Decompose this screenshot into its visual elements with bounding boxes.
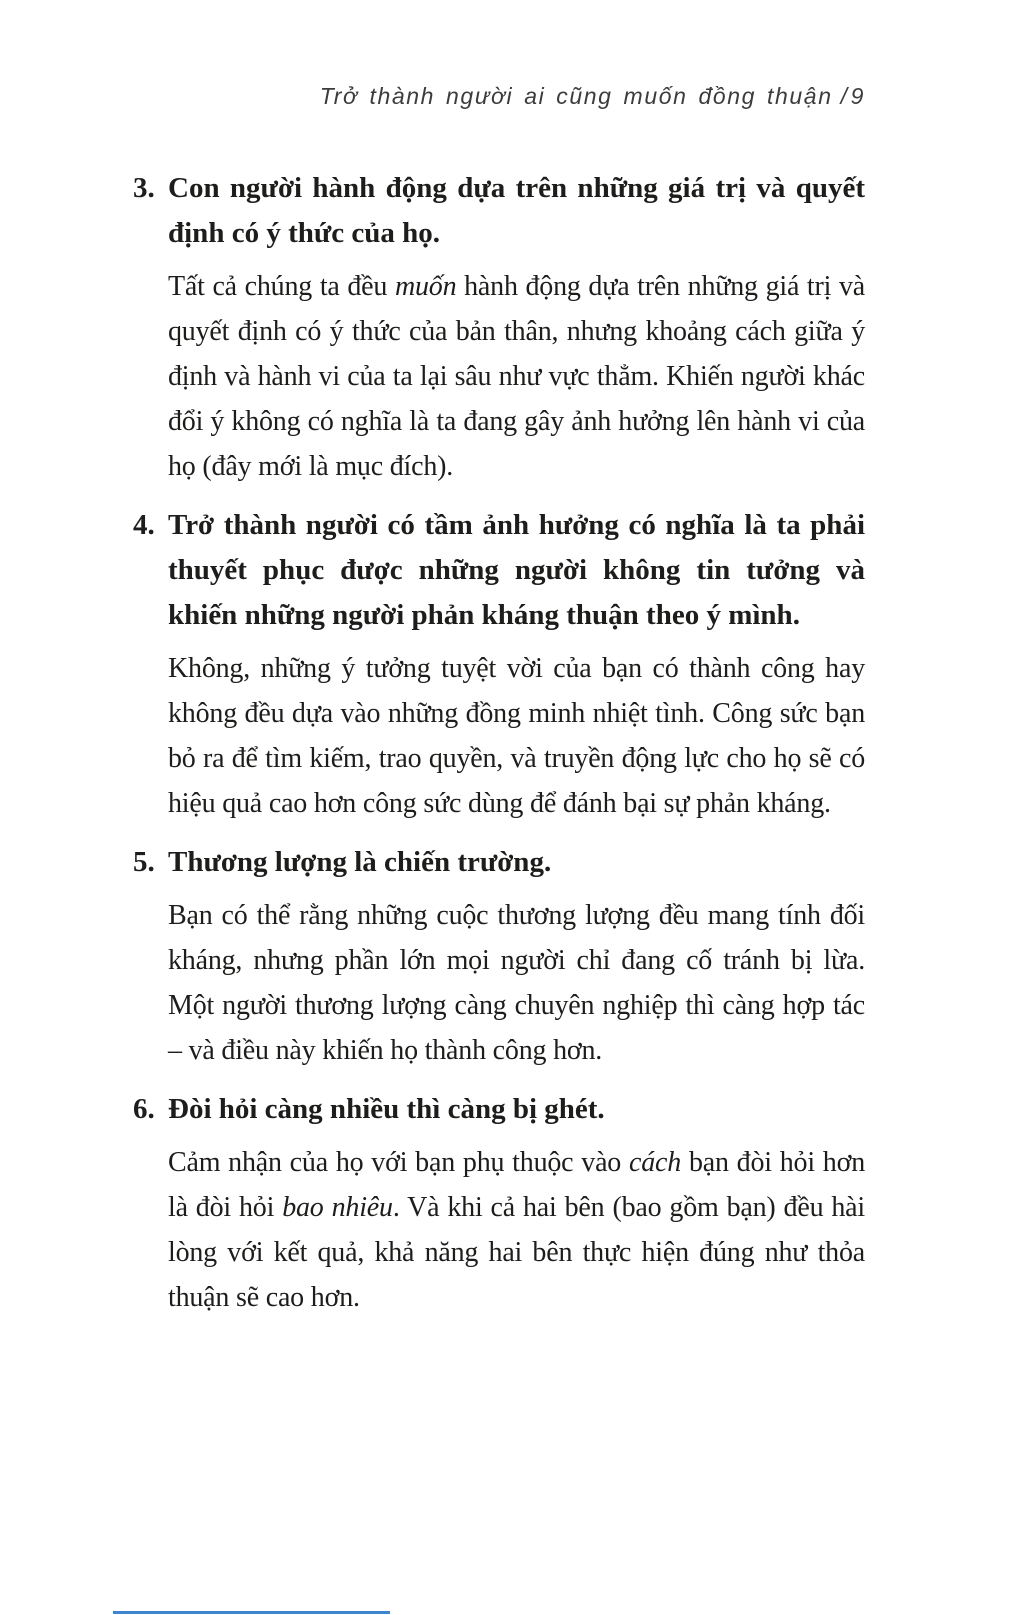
list-item-5	[133, 840, 865, 1073]
item-number: 6.	[133, 1093, 155, 1125]
page-number: 9	[850, 83, 865, 109]
item-heading: Thương lượng là chiến trường.	[168, 846, 552, 878]
item-body: Không, những ý tưởng tuyệt vời của bạn có thành công hay không đều dựa vào những đồng minh nhiệt tình. Công sức bạn bỏ ra để tìm kiếm, trao quyền, và truyền động lực cho họ sẽ có hiệu quả cao hơn công sức dùng để đánh bại sự phản kháng.	[168, 653, 865, 819]
item-heading: Đòi hỏi càng nhiều thì càng bị ghét.	[168, 1093, 605, 1125]
list-item-3	[133, 166, 865, 489]
item-number: 4.	[133, 509, 155, 541]
bottom-blue-line	[113, 1611, 390, 1614]
item-content	[168, 503, 865, 826]
item-body: Tất cả chúng ta đều muốn hành động dựa trên những giá trị và quyết định có ý thức của bản thân, nhưng khoảng cách giữa ý định và hành vi của ta lại sâu như vực thẳm. Khiến người khác đổi ý không có nghĩa là ta đang gây ảnh hưởng lên hành vi của họ (đây mới là mục đích).	[168, 271, 865, 482]
item-heading: Trở thành người có tầm ảnh hưởng có nghĩa là ta phải thuyết phục được những người không tin tưởng và khiến những người phản kháng thuận theo ý mình.	[168, 509, 865, 631]
item-number: 3.	[133, 172, 155, 204]
header-separator: /	[840, 83, 849, 109]
item-body: Bạn có thể rằng những cuộc thương lượng đều mang tính đối kháng, nhưng phần lớn mọi người chỉ đang cố tránh bị lừa. Một người thương lượng càng chuyên nghiệp thì càng hợp tác – và điều này khiến họ thành công hơn.	[168, 900, 865, 1066]
running-title: Trở thành người ai cũng muốn đồng thuận	[319, 83, 833, 109]
running-header	[133, 82, 865, 110]
item-content	[168, 1087, 865, 1320]
item-content	[168, 166, 865, 489]
item-content	[168, 840, 865, 1073]
list-item-6	[133, 1087, 865, 1320]
item-body: Cảm nhận của họ với bạn phụ thuộc vào cách bạn đòi hỏi hơn là đòi hỏi bao nhiêu. Và khi cả hai bên (bao gồm bạn) đều hài lòng với kết quả, khả năng hai bên thực hiện đúng như thỏa thuận sẽ cao hơn.	[168, 1147, 866, 1313]
list-item-4	[133, 503, 865, 826]
item-heading: Con người hành động dựa trên những giá trị và quyết định có ý thức của họ.	[168, 172, 865, 249]
item-number: 5.	[133, 846, 155, 878]
